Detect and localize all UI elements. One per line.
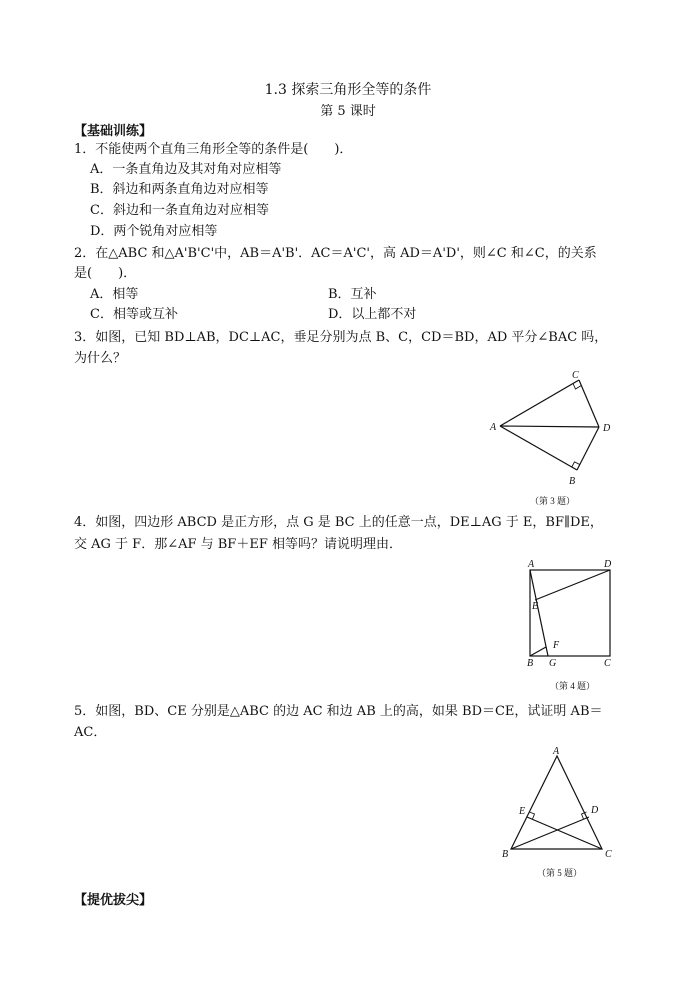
- label-point-b: B: [502, 849, 509, 860]
- label-point-a: A: [553, 746, 560, 757]
- label-point-d: D: [603, 423, 611, 434]
- segment-cd: [579, 380, 599, 427]
- question-3-stem: 3．如图，已知 BD⊥AB，DC⊥AC，垂足分别为点 B、C，CD＝BD，AD 平分∠BAC 吗，: [74, 330, 608, 345]
- question-2-option-a: A．相等: [90, 287, 139, 302]
- question-1-option-d: D．两个锐角对应相等: [90, 224, 218, 239]
- question-3-stem-continued: 为什么？: [74, 351, 127, 366]
- label-point-c: C: [604, 658, 611, 669]
- label-point-f: F: [553, 640, 560, 651]
- question-2-option-b: B．互补: [328, 287, 377, 302]
- question-5-stem-continued: AC．: [74, 725, 107, 740]
- question-1-option-c: C．斜边和一条直角边对应相等: [90, 203, 269, 218]
- label-point-a: A: [528, 559, 535, 570]
- label-point-d: D: [591, 805, 599, 816]
- label-point-g: G: [549, 658, 557, 669]
- segment-bf: [530, 647, 546, 656]
- figure-4-lines: [530, 570, 610, 656]
- question-1-option-b: B．斜边和两条直角边对应相等: [90, 182, 269, 197]
- figure-question-3: [480, 365, 620, 513]
- segment-ac: [500, 380, 579, 426]
- page-title: 1.3 探索三角形全等的条件: [264, 82, 432, 98]
- figure-5-lines: [511, 756, 602, 849]
- figure-5-caption: （第 5 题）: [537, 868, 583, 878]
- question-2-option-d: D．以上都不对: [328, 307, 417, 322]
- figure-question-5: [495, 744, 625, 884]
- label-point-c: C: [572, 370, 579, 381]
- label-point-b: B: [527, 658, 534, 669]
- question-4-stem-continued: 交 AG 于 F．那∠AF 与 BF＋EF 相等吗？请说明理由．: [74, 537, 402, 552]
- question-5-stem: 5．如图，BD、CE 分别是△ABC 的边 AC 和边 AB 上的高，如果 BD＝CE，试证明 AB＝: [74, 704, 603, 719]
- figure-4-caption: （第 4 题）: [550, 681, 596, 691]
- section-heading-advanced: 【提优拔尖】: [74, 893, 153, 908]
- question-2-stem: 2．在△ABC 和△A'B'C'中，AB＝A'B'．AC＝A'C'，高 AD＝A'D'，则∠C 和∠C，的关系: [74, 246, 597, 261]
- label-point-b: B: [569, 476, 576, 487]
- figure-3-lines: [500, 380, 599, 470]
- label-point-a: A: [490, 422, 497, 433]
- triangle-abc: [511, 756, 602, 849]
- segment-bd: [511, 817, 589, 849]
- square-abcd: [530, 570, 610, 656]
- segment-de: [535, 570, 610, 600]
- question-4-stem: 4．如图，四边形 ABCD 是正方形，点 G 是 BC 上的任意一点，DE⊥AG 于 E，BF∥DE，: [74, 515, 603, 530]
- segment-ab: [500, 426, 577, 470]
- question-1-option-a: A．一条直角边及其对角对应相等: [90, 162, 282, 177]
- segment-ag: [530, 570, 548, 656]
- figure-3-caption: （第 3 题）: [530, 496, 576, 506]
- label-point-e: E: [532, 601, 539, 612]
- right-angle-mark-c: [573, 384, 581, 390]
- segment-bd: [577, 427, 599, 470]
- page-subtitle: 第 5 课时: [320, 104, 376, 119]
- segment-ce: [527, 817, 602, 849]
- figure-question-4: [520, 560, 630, 695]
- segment-ad: [500, 426, 599, 427]
- label-point-c: C: [605, 849, 612, 860]
- question-2-option-c: C．相等或互补: [90, 307, 178, 322]
- label-point-e: E: [519, 806, 526, 817]
- section-heading-basic: 【基础训练】: [74, 124, 153, 139]
- question-1-stem: 1．不能使两个直角三角形全等的条件是( )．: [74, 142, 353, 157]
- question-2-stem-continued: 是( )．: [74, 266, 137, 281]
- label-point-d: D: [604, 559, 612, 570]
